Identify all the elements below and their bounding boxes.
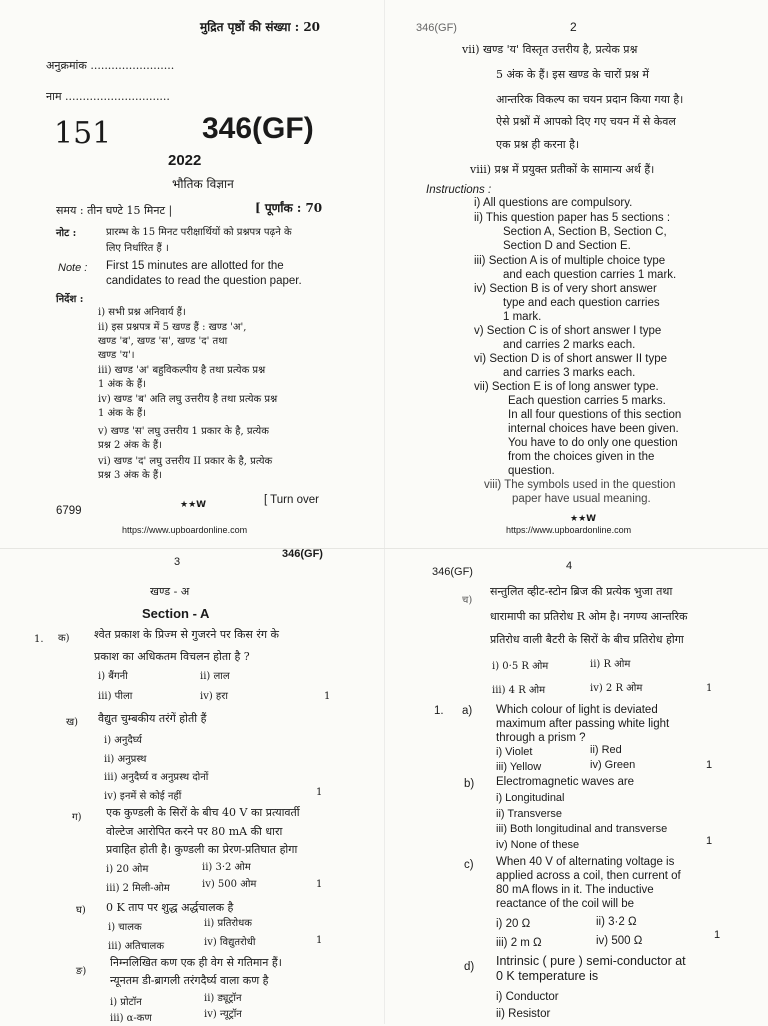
q1f-option-2: ii) R ओम [590,659,631,670]
english-instruction-8-cont: paper have usual meaning. [512,493,651,505]
q1e-option-4: iv) न्यूट्रॉन [204,1009,242,1020]
q1e-option-1: i) प्रोटॉन [110,997,142,1008]
q1c-english-label: c) [464,859,474,871]
q1c-english-option-3: iii) 2 m Ω [496,937,542,949]
section-a-hindi: खण्ड - अ [150,585,190,598]
q1c-text-line-2: वोल्टेज आरोपित करने पर 80 mA की धारा [106,825,283,838]
q1a-english-line-1: Which colour of light is deviated [496,704,658,716]
hindi-instruction-7-line-2: 5 अंक के हैं। इस खण्ड के चारों प्रश्न में [496,68,649,81]
english-instruction-3-cont: and each question carries 1 mark. [503,269,677,281]
q1b-english-option-3: iii) Both longitudinal and transverse [496,823,668,835]
q1a-option-3: iii) पीला [98,691,133,702]
q1d-english-option-1: i) Conductor [496,991,559,1003]
english-instruction-7-line-4: internal choices have been given. [508,423,679,435]
q1d-option-4: iv) विद्युतरोधी [204,937,256,948]
note-line-1: प्रारम्भ के 15 मिनट परीक्षार्थियों को प्रश्नपत्र पढ़ने के [106,227,292,238]
name-label: नाम .............................. [46,90,170,103]
q1d-english-option-2: ii) Resistor [496,1008,551,1020]
q1a-english-option-1: i) Violet [496,746,533,758]
max-marks: [ पूर्णांक : 70 [255,201,323,215]
english-instruction-4-cont: type and each question carries [503,297,660,309]
q1a-option-4: iv) हरा [200,691,228,702]
q1c-english-line-4: reactance of the coil will be [496,898,635,910]
q1d-option-3: iii) अतिचालक [108,941,165,952]
english-instruction-4-end: 1 mark. [503,311,542,323]
english-instruction-4: iv) Section B is of very short answer [474,283,657,295]
q1c-english-line-3: 80 mA flows in it. The inductive [496,884,654,896]
hindi-instruction-7: vii) खण्ड 'य' विस्तृत उत्तरीय है, प्रत्येक प्रश्न [462,43,638,56]
q1a-english-option-2: ii) Red [590,744,622,756]
q1c-option-1: i) 20 ओम [106,864,149,875]
question-1-number: 1. [34,634,44,645]
q1d-english-label: d) [464,961,475,973]
english-instruction-2: ii) This question paper has 5 sections : [474,212,671,224]
page-2-stars: ★★W [570,514,597,524]
q1b-option-4: iv) इनमें से कोई नहीं [104,791,182,802]
english-instruction-2-cont: Section A, Section B, Section C, [503,226,667,238]
english-instruction-7-line-3: In all four questions of this section [508,409,682,421]
q1c-english-option-4: iv) 500 Ω [596,935,643,947]
q1c-mark: 1 [316,879,323,890]
q1a-text-line-2: प्रकाश का अधिकतम विचलन होता है ? [94,650,250,663]
q1d-mark: 1 [316,935,323,946]
english-instruction-1: i) All questions are compulsory. [474,197,633,209]
hindi-instruction-4-cont: 1 अंक के हैं। [98,408,146,419]
q1b-english-option-2: ii) Transverse [496,808,563,820]
q1c-option-3: iii) 2 मिली-ओम [106,883,170,894]
page-2-header-code: 346(GF) [416,22,457,34]
english-instruction-2-end: Section D and Section E. [503,240,631,252]
hindi-instruction-4: iv) खण्ड 'ब' अति लघु उत्तरीय है तथा प्रत्येक प्रश्न [98,394,278,405]
q1a-english-line-2: maximum after passing white light [496,718,670,730]
hindi-instruction-6: vi) खण्ड 'द' लघु उत्तरीय II प्रकार के है, प्रत्येक [98,456,273,467]
q1c-english-mark: 1 [714,929,721,941]
english-instruction-5-cont: and carries 2 marks each. [503,339,636,351]
hindi-instruction-2-cont: खण्ड 'ब', खण्ड 'स', खण्ड 'द' तथा [98,336,228,347]
q1e-label: ङ) [76,966,87,977]
note-english-line-1: First 15 minutes are allotted for the [106,260,284,272]
q1c-english-option-2: ii) 3·2 Ω [596,916,637,928]
page-4-number: 4 [566,560,573,572]
q1c-label: ग) [72,812,82,823]
q1c-option-4: iv) 500 ओम [202,879,257,890]
q1b-text: वैद्युत चुम्बकीय तरंगें होती हैं [98,712,207,725]
paper-code: 346(GF) [202,112,314,145]
section-a-title: Section - A [142,606,210,621]
english-instruction-7-line-2: Each question carries 5 marks. [508,395,666,407]
q1b-option-3: iii) अनुदैर्घ्य व अनुप्रस्थ दोनों [104,772,209,783]
question-1-number-english: 1. [434,705,444,717]
turn-over: [ Turn over [264,494,319,506]
page-3-number: 3 [174,556,181,568]
q1f-text-line-3: प्रतिरोध वाली बैटरी के सिरों के बीच प्रतिरोध होगा [490,633,684,646]
hindi-instruction-7-line-4: ऐसे प्रश्नों में आपको दिए गए चयन में से केवल [496,115,676,128]
time-allowed: समय : तीन घण्टे 15 मिनट | [56,204,173,217]
q1d-text: 0 K ताप पर शुद्ध अर्द्धचालक है [106,901,234,914]
q1a-english-label: a) [462,705,473,717]
q1c-text-line-3: प्रवाहित होती है। कुण्डली का प्रेरण-प्रतिघात होगा [106,843,298,856]
hindi-instruction-6-cont: प्रश्न 3 अंक के हैं। [98,470,162,481]
pages-count: मुद्रित पृष्ठों की संख्या : 20 [200,20,321,34]
english-instruction-7-line-6: from the choices given in the [508,451,655,463]
q1f-mark: 1 [706,683,713,694]
q1b-label: ख) [66,717,79,728]
q1e-text-line-1: निम्नलिखित कण एक ही वेग से गतिमान हैं। [110,956,282,969]
english-instruction-7-line-5: You have to do only one question [508,437,678,449]
instructions-heading-english: Instructions : [426,184,492,196]
q1d-label: घ) [76,905,86,916]
note-label-english: Note : [58,262,88,274]
hindi-instruction-2: ii) इस प्रश्नपत्र में 5 खण्ड हैं : खण्ड 'अ', [98,322,247,333]
q1f-text-line-1: सन्तुलित व्हीट-स्टोन ब्रिज की प्रत्येक भुजा तथा [490,585,673,598]
page-2-number: 2 [570,20,577,34]
q1c-english-line-2: applied across a coil, then current of [496,870,681,882]
hindi-instruction-5: v) खण्ड 'स' लघु उत्तरीय 1 प्रकार के है, प्रत्येक [98,426,269,437]
q1a-english-mark: 1 [706,759,713,771]
q1a-mark: 1 [324,691,331,702]
hindi-instruction-3-cont: 1 अंक के हैं। [98,379,146,390]
english-instruction-6: vi) Section D is of short answer II type [474,353,668,365]
roll-number-label: अनुक्रमांक ........................ [46,59,175,72]
english-instruction-6-cont: and carries 3 marks each. [503,367,636,379]
q1b-mark: 1 [316,787,323,798]
q1b-option-1: i) अनुदैर्घ्य [104,735,142,746]
hindi-instruction-7-line-3: आन्तरिक विकल्प का चयन प्रदान किया गया है। [496,93,684,106]
hindi-instruction-8: viii) प्रश्न में प्रयुक्त प्रतीकों के सामान्य अर्थ हैं। [470,163,655,176]
paper-serial: 151 [54,116,112,151]
page-gutter [384,0,385,1024]
q1f-label: च) [462,595,473,606]
subject-title: भौतिक विज्ञान [172,177,234,191]
q1d-english-line-1: Intrinsic ( pure ) semi-conductor at [496,954,686,968]
instructions-heading-hindi: निर्देश : [56,294,84,305]
q1a-option-2: ii) लाल [200,671,230,682]
exam-year: 2022 [168,152,202,169]
hindi-instruction-7-line-5: एक प्रश्न ही करना है। [496,138,580,151]
q1d-option-1: i) चालक [108,922,142,933]
q1d-option-2: ii) प्रतिरोधक [204,918,252,929]
q1a-english-option-4: iv) Green [590,759,636,771]
english-instruction-8: viii) The symbols used in the question [484,479,676,491]
q1a-label: क) [58,633,70,644]
q1b-english-option-4: iv) None of these [496,839,580,851]
q1f-option-3: iii) 4 R ओम [492,685,546,696]
page-4-header-code: 346(GF) [432,566,473,578]
q1b-option-2: ii) अनुप्रस्थ [104,754,147,765]
q1b-english-mark: 1 [706,835,713,847]
page-1-footer-number: 6799 [56,505,82,517]
q1f-text-line-2: धारामापी का प्रतिरोध R ओम है। नगण्य आन्तरिक [490,610,688,623]
q1f-option-1: i) 0·5 R ओम [492,661,549,672]
page-1-stars: ★★W [180,500,207,510]
note-english-line-2: candidates to read the question paper. [106,275,302,287]
page-2-url[interactable]: https://www.upboardonline.com [506,525,632,535]
english-instruction-5: v) Section C is of short answer I type [474,325,662,337]
hindi-instruction-5-cont: प्रश्न 2 अंक के हैं। [98,440,162,451]
english-instruction-3: iii) Section A is of multiple choice type [474,255,666,267]
q1e-option-2: ii) ड्यूट्रॉन [204,993,242,1004]
page-separator [0,548,768,549]
q1a-english-option-3: iii) Yellow [496,761,542,773]
hindi-instruction-1: i) सभी प्रश्न अनिवार्य हैं। [98,307,186,318]
q1e-text-line-2: न्यूनतम डी-ब्रागली तरंगदैर्घ्य वाला कण है [110,974,269,987]
hindi-instruction-3: iii) खण्ड 'अ' बहुविकल्पीय है तथा प्रत्येक प्रश्न [98,365,266,376]
q1b-english-label: b) [464,778,475,790]
q1b-english-option-1: i) Longitudinal [496,792,565,804]
hindi-instruction-2-end: खण्ड 'य'। [98,350,135,361]
page-1-url[interactable]: https://www.upboardonline.com [122,525,248,535]
q1a-english-line-3: through a prism ? [496,732,586,744]
q1c-option-2: ii) 3·2 ओम [202,862,251,873]
q1d-english-line-2: 0 K temperature is [496,969,599,983]
page-3-header-code: 346(GF) [282,548,323,560]
q1a-text-line-1: श्वेत प्रकाश के प्रिज्म से गुजरने पर किस रंग के [94,628,280,641]
english-instruction-7-line-7: question. [508,465,555,477]
q1c-english-line-1: When 40 V of alternating voltage is [496,856,675,868]
q1e-option-3: iii) α-कण [110,1013,152,1024]
note-label-hindi: नोट : [56,228,77,239]
q1a-option-1: i) बैंगनी [98,671,128,682]
q1c-english-option-1: i) 20 Ω [496,918,531,930]
english-instruction-7: vii) Section E is of long answer type. [474,381,659,393]
q1f-option-4: iv) 2 R ओम [590,683,643,694]
q1b-english-text: Electromagnetic waves are [496,776,635,788]
note-line-2: लिए निर्धारित हैं । [106,243,169,254]
q1c-text-line-1: एक कुण्डली के सिरों के बीच 40 V का प्रत्यावर्ती [106,806,300,819]
